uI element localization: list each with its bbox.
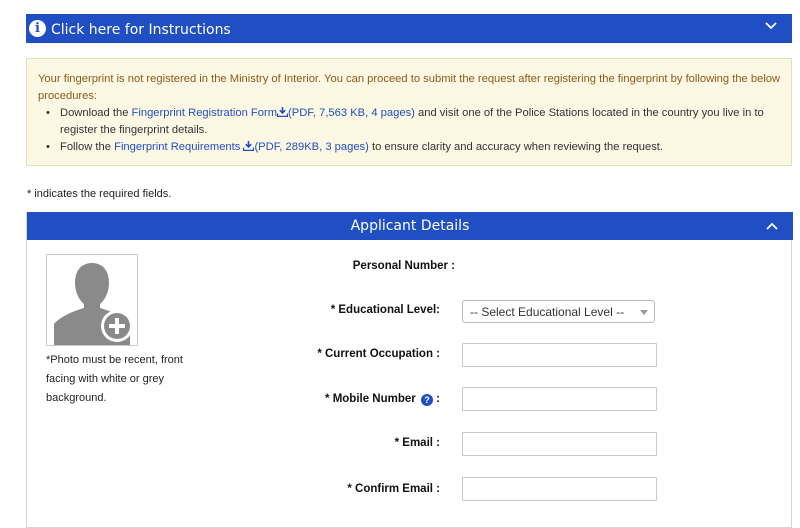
educational-level-value: -- Select Educational Level -- — [470, 304, 625, 319]
info-icon: i — [29, 20, 46, 37]
link-text: Fingerprint Registration Form — [131, 107, 278, 119]
confirm-email-label: * Confirm Email : — [347, 483, 440, 495]
download-icon — [277, 107, 288, 117]
dropdown-caret-icon — [640, 310, 648, 315]
notice-item-text: Follow the — [60, 141, 115, 153]
educational-level-label: * Educational Level: — [330, 304, 440, 316]
photo-caption — [46, 351, 216, 408]
photo-caption-line: background. — [46, 392, 107, 404]
instructions-toggle-bar[interactable] — [26, 14, 792, 43]
confirm-email-input[interactable] — [462, 477, 657, 501]
notice-item-text: Download the — [60, 107, 132, 119]
photo-caption-line: *Photo must be recent, front — [46, 354, 183, 366]
mobile-number-label — [325, 393, 440, 406]
file-info: (PDF, 289KB, 3 pages) — [254, 141, 369, 153]
applicant-details-header[interactable] — [27, 212, 793, 240]
email-label: * Email : — [394, 437, 440, 449]
chevron-down-icon[interactable] — [764, 19, 778, 33]
photo-upload[interactable] — [46, 254, 138, 346]
avatar-placeholder-icon — [47, 255, 137, 345]
required-fields-note: * indicates the required fields. — [27, 188, 172, 200]
personal-number-label: Personal Number : — [352, 260, 455, 272]
mobile-number-label-text: * Mobile Number — [325, 393, 416, 405]
fingerprint-requirements-link[interactable] — [114, 141, 369, 153]
link-text: Fingerprint Requirements — [114, 141, 244, 153]
notice-item-requirements — [46, 139, 781, 156]
current-occupation-label: * Current Occupation : — [317, 348, 440, 360]
notice-item-text: to ensure clarity and accuracy when reviewing the request. — [368, 141, 664, 153]
instructions-title: Click here for Instructions — [51, 21, 231, 38]
mobile-number-label-suffix: : — [432, 393, 440, 405]
file-info: (PDF, 7,563 KB, 4 pages) — [288, 107, 415, 119]
notice-item-registration — [46, 105, 781, 139]
fingerprint-notice — [26, 58, 792, 166]
educational-level-select[interactable] — [462, 300, 655, 323]
download-icon — [243, 141, 254, 151]
help-icon[interactable]: ? — [421, 394, 433, 406]
notice-item-text: register the fingerprint details. — [60, 124, 208, 136]
applicant-details-title: Applicant Details — [350, 218, 470, 234]
notice-message: Your fingerprint is not registered in the Ministry of Interior. You can proceed to submit the request after registering the fingerprint by following the below procedures: — [38, 73, 781, 102]
applicant-details-panel — [26, 212, 792, 528]
chevron-up-icon[interactable] — [765, 219, 779, 233]
email-input[interactable] — [462, 432, 657, 456]
mobile-number-input[interactable] — [462, 387, 657, 411]
fingerprint-registration-form-link[interactable] — [132, 107, 415, 119]
notice-list — [38, 105, 781, 156]
photo-caption-line: facing with white or grey — [46, 373, 164, 385]
current-occupation-input[interactable] — [462, 343, 657, 367]
notice-item-text: and visit one of the Police Stations located in the country you live in to — [414, 107, 764, 119]
